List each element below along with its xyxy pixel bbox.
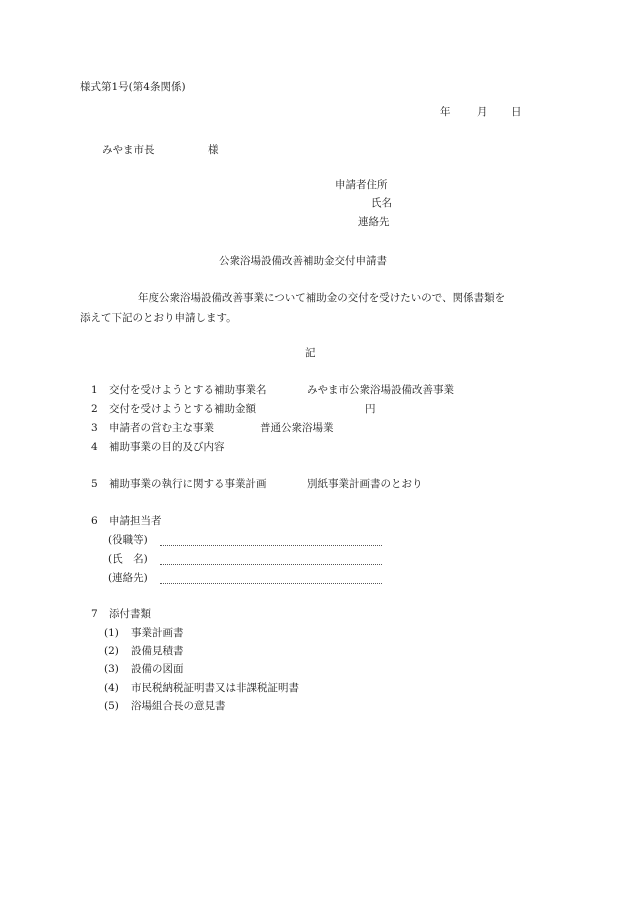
attachment-label: 市民税納税証明書又は非課税証明書 <box>131 682 299 694</box>
item-number: 5 <box>91 478 98 490</box>
attachment-label: 事業計画書 <box>131 627 184 639</box>
item-number: 7 <box>91 608 98 620</box>
contact-contact-label: (連絡先) <box>108 572 148 584</box>
date-day: 日 <box>511 106 522 118</box>
item-number: 1 <box>91 384 98 396</box>
attachment-label: 浴場組合長の意見書 <box>131 700 226 712</box>
item-label: 交付を受けようとする補助金額 <box>109 403 256 415</box>
date-year: 年 <box>440 106 451 118</box>
item-label: 補助事業の執行に関する事業計画 <box>109 478 267 490</box>
contact-name-line[interactable] <box>160 564 382 565</box>
ki-heading: 記 <box>305 347 316 359</box>
item-label: 交付を受けようとする補助事業名 <box>109 384 267 396</box>
date-month: 月 <box>477 106 488 118</box>
attachment-number: (2) <box>104 645 119 657</box>
contact-position-label: (役職等) <box>108 534 148 546</box>
item-label: 申請者の営む主な事業 <box>109 422 214 434</box>
item-value: 円 <box>365 403 376 415</box>
form-number: 様式第1号(第4条関係) <box>80 81 186 93</box>
item-label: 添付書類 <box>109 608 151 620</box>
contact-position-line[interactable] <box>160 545 382 546</box>
attachment-number: (5) <box>104 700 119 712</box>
body-line-1: 年度公衆浴場設備改善事業について補助金の交付を受けたいので、関係書類を <box>138 292 506 304</box>
applicant-contact-label: 連絡先 <box>358 216 390 228</box>
contact-contact-line[interactable] <box>160 583 382 584</box>
attachment-number: (1) <box>104 627 119 639</box>
attachment-label: 設備の図面 <box>131 663 184 675</box>
applicant-address-label: 申請者住所 <box>335 179 388 191</box>
document-title: 公衆浴場設備改善補助金交付申請書 <box>219 255 387 267</box>
addressee-honorific: 様 <box>208 144 219 156</box>
item-value: 普通公衆浴場業 <box>260 422 334 434</box>
item-value: 別紙事業計画書のとおり <box>307 478 423 490</box>
body-line-2: 添えて下記のとおり申請します。 <box>80 312 237 324</box>
item-value: みやま市公衆浴場設備改善事業 <box>307 384 454 396</box>
attachment-number: (4) <box>104 682 119 694</box>
item-label: 補助事業の目的及び内容 <box>109 441 225 453</box>
applicant-name-label: 氏名 <box>371 197 392 209</box>
item-number: 2 <box>91 403 98 415</box>
attachment-number: (3) <box>104 663 119 675</box>
addressee-mayor: みやま市長 <box>102 144 155 156</box>
contact-name-label: (氏 名) <box>108 553 148 565</box>
item-number: 6 <box>91 515 98 527</box>
item-label: 申請担当者 <box>109 515 162 527</box>
attachment-label: 設備見積書 <box>131 645 184 657</box>
item-number: 4 <box>91 441 98 453</box>
item-number: 3 <box>91 422 98 434</box>
